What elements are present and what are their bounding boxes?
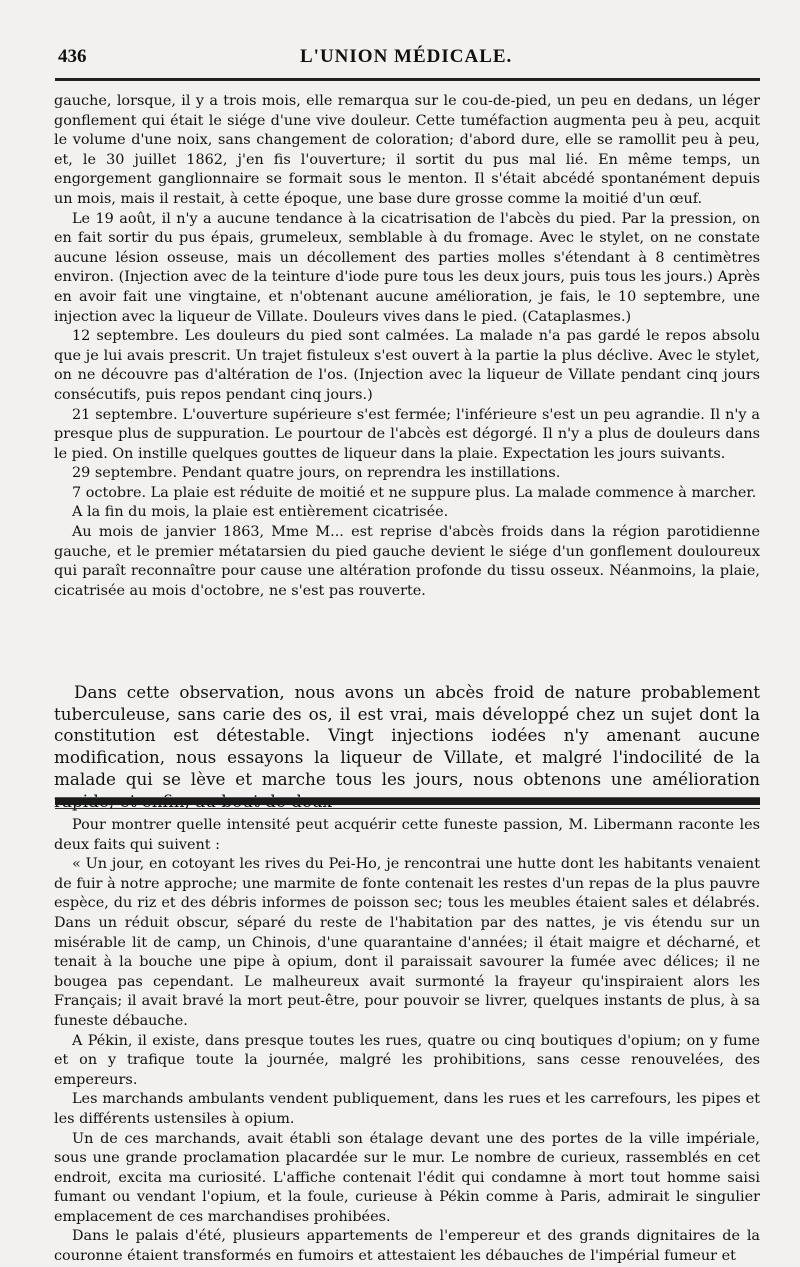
observation-section [54, 92, 760, 680]
paragraph: Au mois de janvier 1863, Mme M... est reprise d'abcès froids dans la région parotidienne gauche, et le premier métatarsien du pied gauche devient le siége d'un gonflement douloureux qui paraît reconnaître pour cause une altération profonde du tissu osseux. Néanmoins, la plaie, cicatrisée au mois d'octobre, ne s'est pas rouverte. [54, 524, 760, 599]
header-rule [55, 78, 760, 81]
page-number: 436 [58, 46, 87, 67]
running-title: L'UNION MÉDICALE. [300, 46, 513, 67]
paragraph: 21 septembre. L'ouverture supérieure s'est fermée; l'inférieure s'est un peu agrandie. Il n'y a presque plus de suppuration. Le pourtour de l'abcès est dégorgé. Il n'y a plus de douleurs dans le pied. On instille quelques gouttes de liqueur dans la plaie. Expectation les jours suivants. [54, 406, 760, 462]
paragraph: gauche, lorsque, il y a trois mois, elle remarqua sur le cou-de-pied, un peu en dedans, un léger gonflement qui était le siége d'une vive douleur. Cette tuméfaction augmenta peu à peu, acquit le volume d'une noix, sans changement de coloration; d'abord dure, elle se ramollit peu à peu, et, le 30 juillet 1862, j'en fis l'ouverture; il sortit du pus mal lié. En même temps, un engorgement ganglionnaire se formait sous le menton. Il s'était abcédé spontanément depuis un mois, mais il restait, à cette époque, une base dure grosse comme la moitié d'un œuf. [54, 93, 760, 207]
paragraph: Un de ces marchands, avait établi son étalage devant une des portes de la ville impériale, sous une grande proclamation placardée sur le mur. Le nombre de curieux, rassemblés en cet endroit, excita ma curiosité. L'affiche contenait l'édit qui condamne à mort tout homme saisi fumant ou vendant l'opium, et la foule, curieuse à Pékin comme à Paris, admirait le singulier emplacement de ces marchandises prohibées. [54, 1130, 760, 1225]
paragraph: A Pékin, il existe, dans presque toutes les rues, quatre ou cinq boutiques d'opium; on y fume et on y trafique toute la journée, malgré les prohibitions, sans cesse renouvelées, des empereurs. [54, 1032, 760, 1088]
paragraph: A la fin du mois, la plaie est entièrement cicatrisée. [72, 504, 449, 521]
paragraph: « Un jour, en cotoyant les rives du Pei-Ho, je rencontrai une hutte dont les habitants venaient de fuir à notre approche; une marmite de fonte contenait les restes d'un repas de la plus pauvre espèce, du riz et des débris informes de poisson sec; tous les meubles étaient sales et délabrés. Dans un réduit obscur, séparé du reste de l'habitation par des nattes, je vis étendu sur un misérable lit de camp, un Chinois, d'une quarantaine d'années; il était maigre et décharné, et tenait à la bouche une pipe à opium, dont il paraissait savourer la fumée avec délices; il ne bougea pas cependant. Le malheureux avait surmonté la frayeur qu'inspiraient alors les Français; il avait bravé la mort peut-être, pour pouvoir se livrer, quelques instants de plus, à sa funeste débauche. [54, 856, 760, 1029]
feuilleton-divider [55, 797, 760, 805]
commentary-section [54, 682, 760, 792]
feuilleton-divider-line [55, 808, 760, 809]
paragraph: Pour montrer quelle intensité peut acquérir cette funeste passion, M. Libermann raconte les deux faits qui suivent : [54, 817, 760, 853]
paragraph: 29 septembre. Pendant quatre jours, on reprendra les instillations. [72, 465, 561, 482]
feuilleton-section [54, 816, 760, 1265]
paragraph: Le 19 août, il n'y a aucune tendance à la cicatrisation de l'abcès du pied. Par la pression, on en fait sortir du pus épais, grumeleux, semblable à du fromage. Avec le stylet, on ne constate aucune lésion osseuse, mais un décollement des parties molles s'étendant à 8 centimètres environ. (Injection avec de la teinture d'iode pure tous les deux jours, puis tous les jours.) Après en avoir fait une vingtaine, et n'obtenant aucune amélioration, je fais, le 10 septembre, une injection avec la liqueur de Villate. Douleurs vives dans le pied. (Cataplasmes.) [54, 210, 760, 325]
page-header [0, 46, 800, 76]
paragraph: Dans cette observation, nous avons un abcès froid de nature probablement tuberculeuse, sans carie des os, il est vrai, mais développé chez un sujet dont la constitution est détestable. Vingt injections iodées n'y amenant aucune modification, nous essayons la liqueur de Villate, et malgré l'indocilité de la malade qui se lève et marche tous les jours, nous obtenons une amélioration [54, 682, 760, 789]
paragraph: 7 octobre. La plaie est réduite de moitié et ne suppure plus. La malade commence à marcher. [72, 484, 757, 501]
paragraph: 12 septembre. Les douleurs du pied sont calmées. La malade n'a pas gardé le repos absolu que je lui avais prescrit. Un trajet fistuleux s'est ouvert à la partie la plus déclive. Avec le stylet, on ne découvre pas d'altération de l'os. (Injection avec la liqueur de Villate pendant cinq jours consécutifs, puis repos pendant cinq jours.) [54, 328, 760, 403]
paragraph: Dans le palais d'été, plusieurs appartements de l'empereur et des grands dignitaires de la couronne étaient transformés en fumoirs et attestaient les débauches de l'impérial fumeur et [54, 1228, 760, 1265]
paragraph: Les marchands ambulants vendent publiquement, dans les rues et les carrefours, les pipes et les différents ustensiles à opium. [54, 1091, 760, 1127]
